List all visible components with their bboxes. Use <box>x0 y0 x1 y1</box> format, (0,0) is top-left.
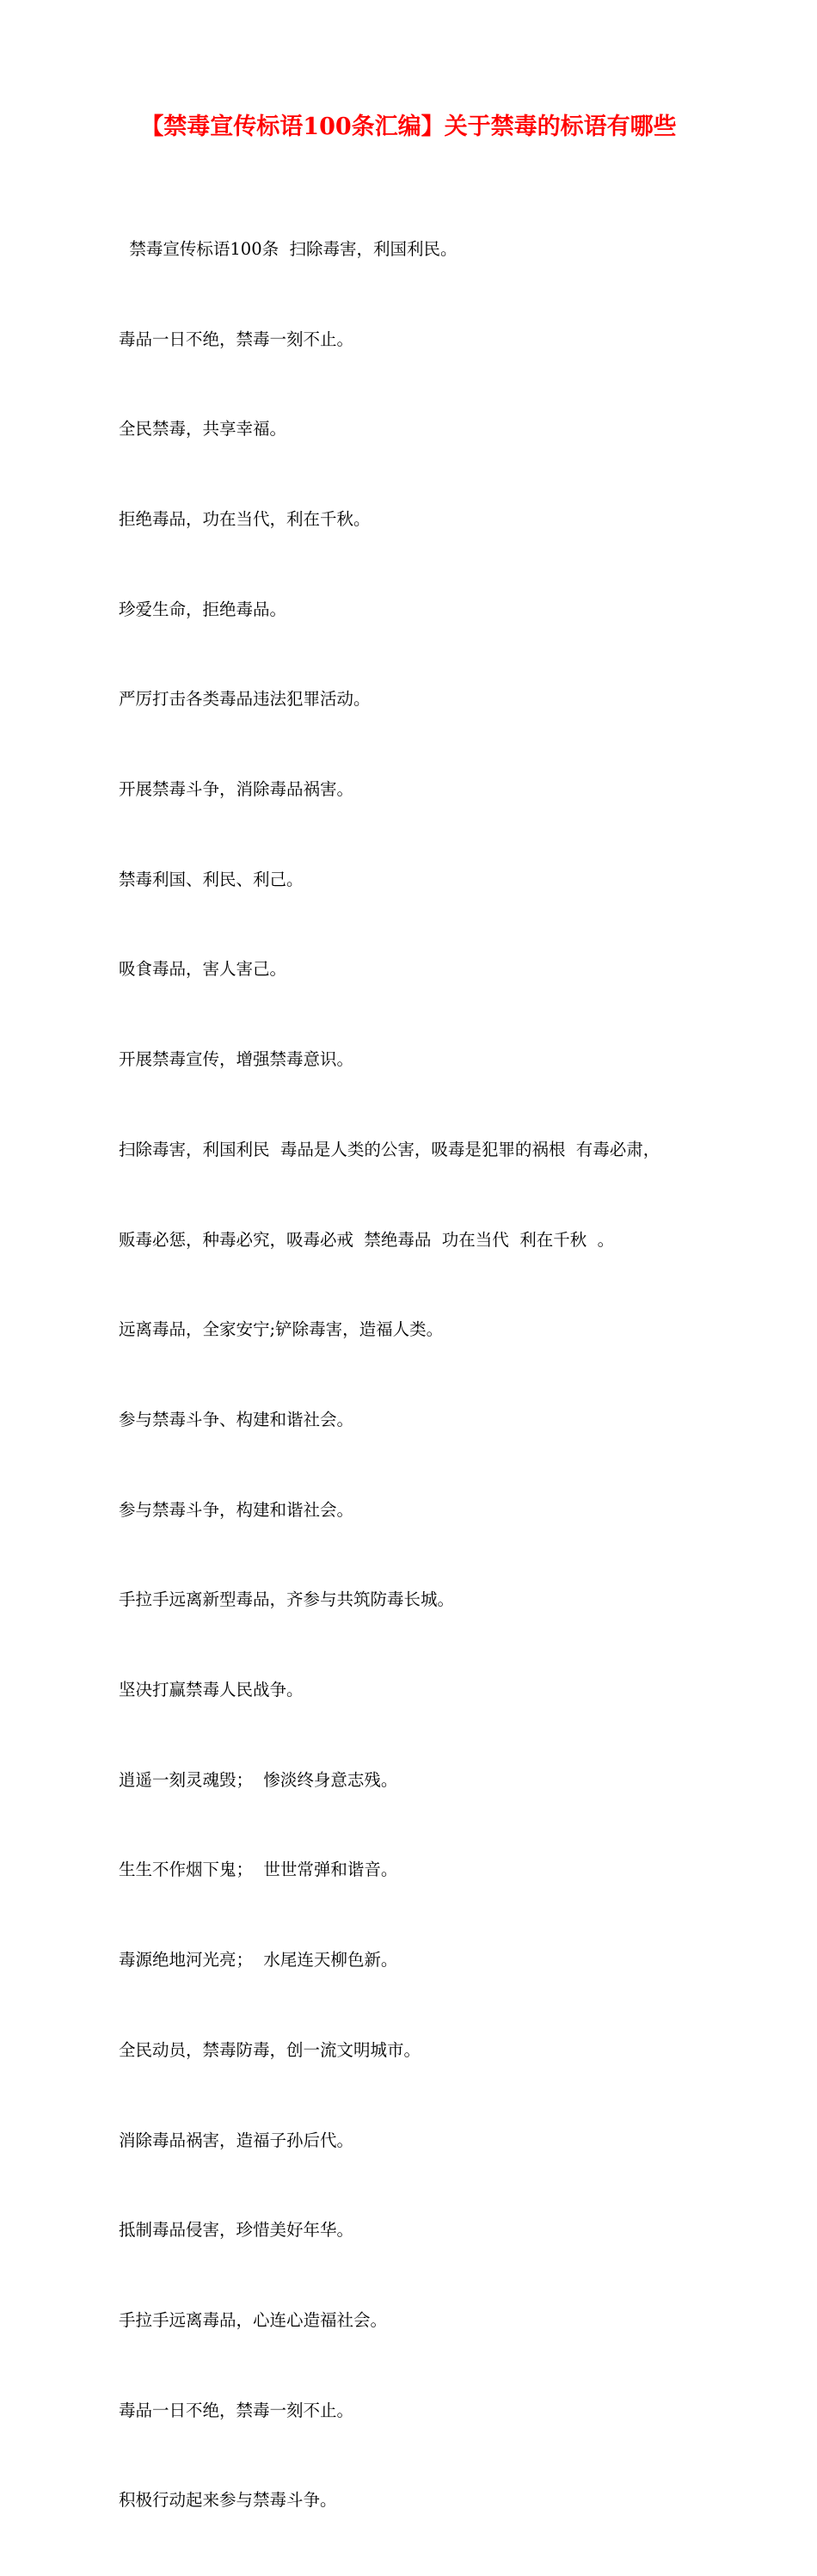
slogan-line: 毒品一日不绝，禁毒一刻不止。 <box>119 329 354 349</box>
slogan-line: 参与禁毒斗争，构建和谐社会。 <box>119 1499 354 1520</box>
slogan-line: 毒源绝地河光亮； 水尾连天柳色新。 <box>119 1950 398 1970</box>
slogan-line: 全民动员，禁毒防毒，创一流文明城市。 <box>119 2039 421 2060</box>
slogan-line: 参与禁毒斗争、构建和谐社会。 <box>119 1409 354 1429</box>
slogan-line: 逍遥一刻灵魂毁； 惨淡终身意志残。 <box>119 1769 398 1790</box>
slogan-line: 禁毒宣传标语100条 扫除毒害，利国利民。 <box>119 238 458 259</box>
slogan-line: 珍爱生命，拒绝毒品。 <box>119 599 287 619</box>
slogan-line: 手拉手远离新型毒品，齐参与共筑防毒长城。 <box>119 1589 455 1610</box>
slogan-line: 贩毒必惩，种毒必究，吸毒必戒 禁绝毒品 功在当代 利在千秋 。 <box>119 1229 615 1250</box>
slogan-line: 抵制毒品侵害，珍惜美好年华。 <box>119 2220 354 2241</box>
slogan-line: 积极行动起来参与禁毒斗争。 <box>119 2490 337 2511</box>
slogan-line: 扫除毒害，利国利民 毒品是人类的公害，吸毒是犯罪的祸根 有毒必肃， <box>119 1139 660 1159</box>
slogan-line: 全民禁毒，共享幸福。 <box>119 419 287 440</box>
slogan-line: 消除毒品祸害，造福子孙后代。 <box>119 2130 354 2150</box>
slogan-line: 禁毒利国、利民、利己。 <box>119 869 304 889</box>
document-title: 【禁毒宣传标语100条汇编】关于禁毒的标语有哪些 <box>140 114 677 140</box>
slogan-line: 开展禁毒斗争，消除毒品祸害。 <box>119 779 354 800</box>
slogan-line: 生生不作烟下鬼； 世世常弹和谐音。 <box>119 1860 398 1880</box>
slogan-line: 手拉手远离毒品，心连心造福社会。 <box>119 2309 388 2330</box>
slogan-line: 拒绝毒品，功在当代，利在千秋。 <box>119 508 371 529</box>
slogan-line: 坚决打赢禁毒人民战争。 <box>119 1680 304 1700</box>
slogan-list <box>119 175 721 2576</box>
slogan-line: 毒品一日不绝，禁毒一刻不止。 <box>119 2400 354 2420</box>
slogan-line: 开展禁毒宣传，增强禁毒意识。 <box>119 1049 354 1070</box>
slogan-line: 严厉打击各类毒品违法犯罪活动。 <box>119 689 371 710</box>
slogan-line: 吸食毒品，害人害己。 <box>119 959 287 980</box>
slogan-line: 远离毒品，全家安宁;铲除毒害，造福人类。 <box>119 1319 444 1340</box>
